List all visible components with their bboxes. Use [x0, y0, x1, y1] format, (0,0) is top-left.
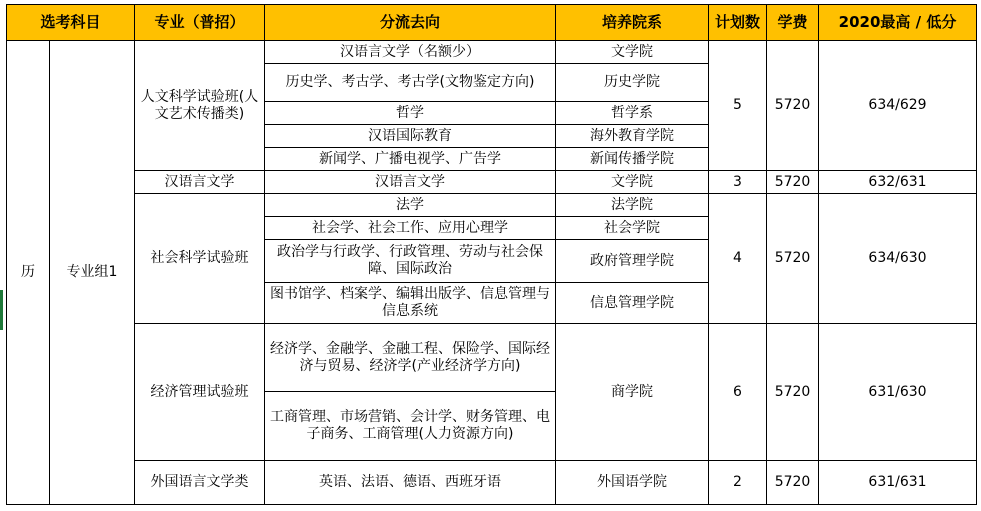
major-name[interactable]: 汉语言文学	[135, 171, 265, 194]
subject-cell[interactable]: 历	[7, 41, 50, 505]
college-cell[interactable]: 哲学系	[556, 102, 709, 125]
direction-cell[interactable]: 图书馆学、档案学、编辑出版学、信息管理与信息系统	[265, 283, 556, 324]
direction-cell[interactable]: 社会学、社会工作、应用心理学	[265, 217, 556, 240]
college-cell[interactable]: 信息管理学院	[556, 283, 709, 324]
direction-cell[interactable]: 新闻学、广播电视学、广告学	[265, 148, 556, 171]
direction-cell[interactable]: 工商管理、市场营销、会计学、财务管理、电子商务、工商管理(人力资源方向)	[265, 392, 556, 461]
score-cell[interactable]: 634/629	[819, 41, 977, 171]
college-cell[interactable]: 文学院	[556, 41, 709, 64]
fee-cell[interactable]: 5720	[767, 324, 819, 461]
major-name[interactable]: 外国语言文学类	[135, 461, 265, 505]
college-cell[interactable]: 政府管理学院	[556, 240, 709, 283]
major-name[interactable]: 社会科学试验班	[135, 194, 265, 324]
group-cell[interactable]: 专业组1	[50, 41, 135, 505]
score-cell[interactable]: 631/630	[819, 324, 977, 461]
college-cell[interactable]: 新闻传播学院	[556, 148, 709, 171]
header-major[interactable]: 专业（普招）	[135, 5, 265, 41]
header-college[interactable]: 培养院系	[556, 5, 709, 41]
score-cell[interactable]: 634/630	[819, 194, 977, 324]
college-cell[interactable]: 外国语学院	[556, 461, 709, 505]
plan-cell[interactable]: 2	[709, 461, 767, 505]
direction-cell[interactable]: 英语、法语、德语、西班牙语	[265, 461, 556, 505]
direction-cell[interactable]: 汉语言文学（名额少）	[265, 41, 556, 64]
major-name[interactable]: 经济管理试验班	[135, 324, 265, 461]
enrollment-table	[6, 4, 977, 505]
header-direction[interactable]: 分流去向	[265, 5, 556, 41]
sheet-selection-edge	[0, 290, 3, 330]
direction-cell[interactable]: 哲学	[265, 102, 556, 125]
plan-cell[interactable]: 3	[709, 171, 767, 194]
header-score[interactable]: 2020最高 / 低分	[819, 5, 977, 41]
plan-cell[interactable]: 5	[709, 41, 767, 171]
fee-cell[interactable]: 5720	[767, 194, 819, 324]
college-cell[interactable]: 海外教育学院	[556, 125, 709, 148]
plan-cell[interactable]: 4	[709, 194, 767, 324]
college-cell[interactable]: 文学院	[556, 171, 709, 194]
direction-cell[interactable]: 法学	[265, 194, 556, 217]
plan-cell[interactable]: 6	[709, 324, 767, 461]
header-subject[interactable]: 选考科目	[7, 5, 135, 41]
direction-cell[interactable]: 汉语言文学	[265, 171, 556, 194]
fee-cell[interactable]: 5720	[767, 461, 819, 505]
direction-cell[interactable]: 历史学、考古学、考古学(文物鉴定方向)	[265, 64, 556, 102]
fee-cell[interactable]: 5720	[767, 41, 819, 171]
header-plan[interactable]: 计划数	[709, 5, 767, 41]
college-cell[interactable]: 法学院	[556, 194, 709, 217]
college-cell[interactable]: 社会学院	[556, 217, 709, 240]
direction-cell[interactable]: 政治学与行政学、行政管理、劳动与社会保障、国际政治	[265, 240, 556, 283]
score-cell[interactable]: 631/631	[819, 461, 977, 505]
header-fee[interactable]: 学费	[767, 5, 819, 41]
college-cell[interactable]: 商学院	[556, 324, 709, 461]
direction-cell[interactable]: 经济学、金融学、金融工程、保险学、国际经济与贸易、经济学(产业经济学方向)	[265, 324, 556, 392]
major-name[interactable]: 人文科学试验班(人文艺术传播类)	[135, 41, 265, 171]
college-cell[interactable]: 历史学院	[556, 64, 709, 102]
direction-cell[interactable]: 汉语国际教育	[265, 125, 556, 148]
score-cell[interactable]: 632/631	[819, 171, 977, 194]
fee-cell[interactable]: 5720	[767, 171, 819, 194]
